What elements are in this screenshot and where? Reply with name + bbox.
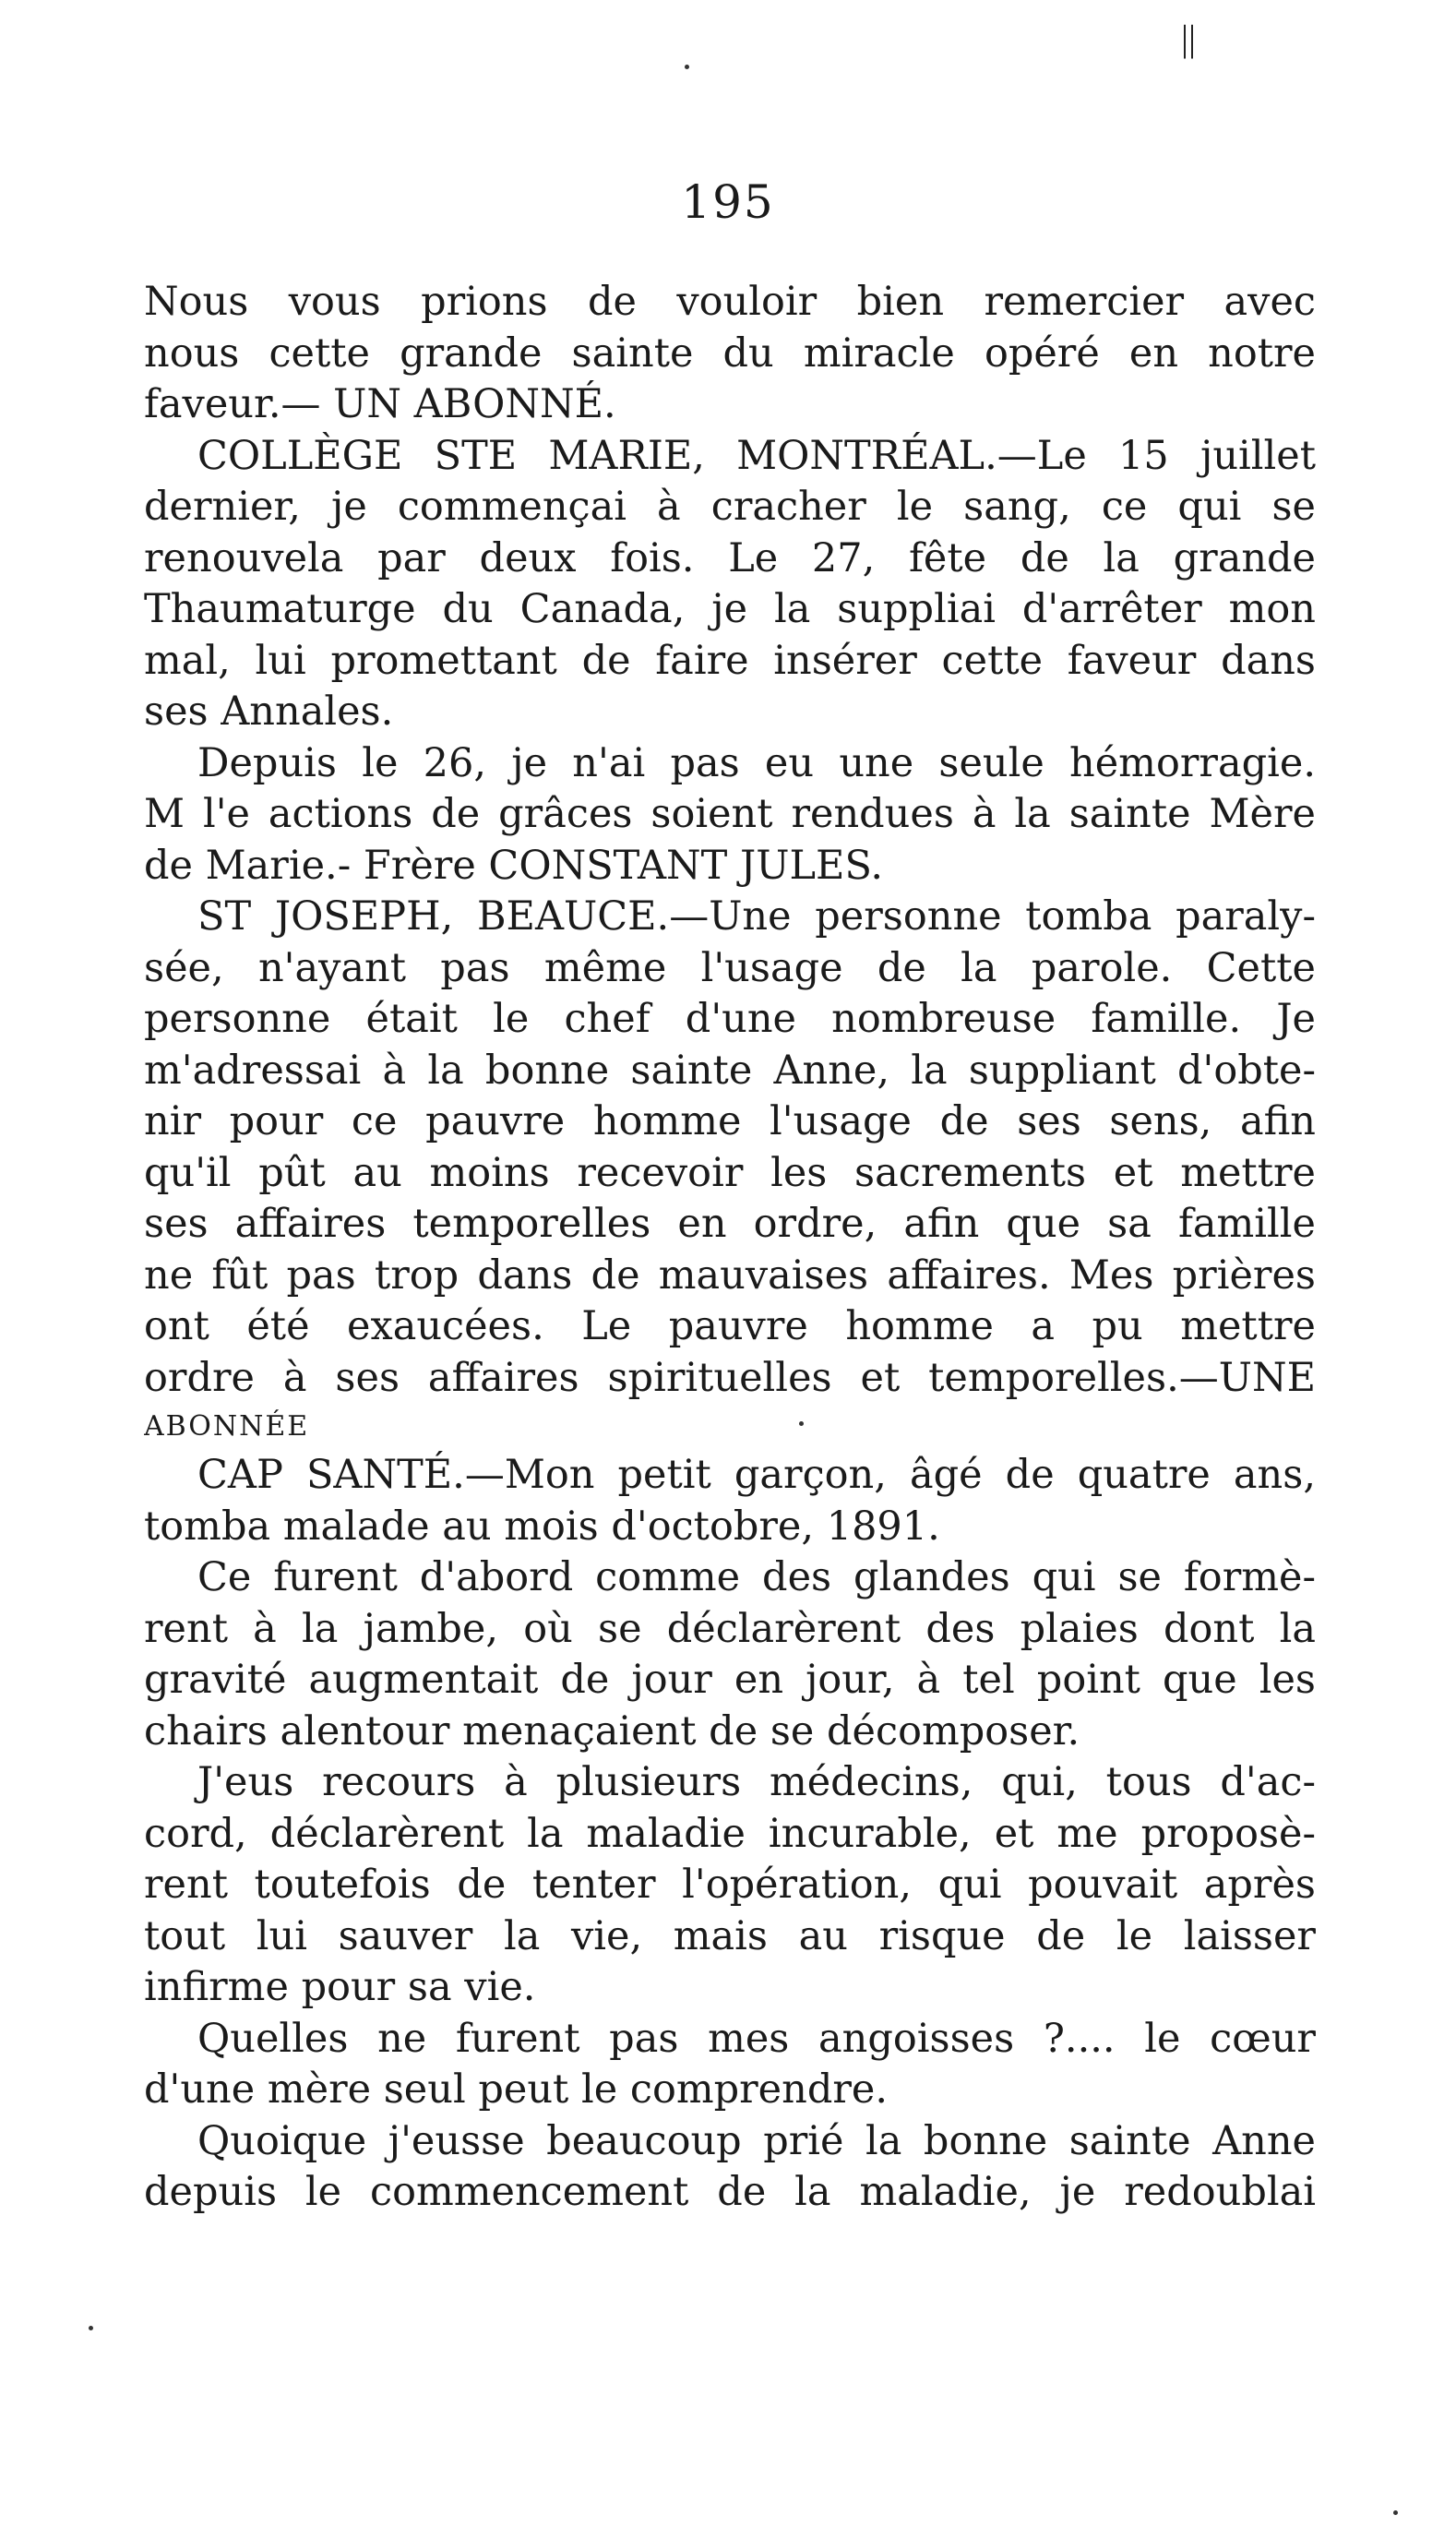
text-line: infirme pour sa vie. xyxy=(144,1964,536,2010)
text-line: rent à la jambe, où se déclarèrent des plaies dont la xyxy=(144,1605,1316,1652)
text-line: ont été exaucées. Le pauvre homme a pu mettre xyxy=(144,1303,1316,1349)
text-line: nir pour ce pauvre homme l'usage de ses sens, afin xyxy=(144,1098,1316,1144)
text-line: ne fût pas trop dans de mauvaises affaires. Mes prières xyxy=(144,1252,1316,1299)
text-line: Quelles ne furent pas mes angoisses ?.... le cœur xyxy=(197,2015,1316,2062)
text-line: tomba malade au mois d'octobre, 1891. xyxy=(144,1503,940,1550)
text-line: ordre à ses affaires spirituelles et temporelles.—UNE xyxy=(144,1354,1316,1401)
page-number: 195 xyxy=(681,175,775,229)
text-line: Thaumaturge du Canada, je la suppliai d'arrêter mon xyxy=(144,586,1316,632)
text-line: dernier, je commençai à cracher le sang, ce qui se xyxy=(144,484,1316,530)
text-line: ST JOSEPH, BEAUCE.—Une personne tomba paraly- xyxy=(197,893,1316,940)
text-line: depuis le commencement de la maladie, je redoublai xyxy=(144,2169,1316,2215)
text-line: chairs alentour menaçaient de se décomposer. xyxy=(144,1707,1080,1755)
text-line: ses affaires temporelles en ordre, afin que sa famille xyxy=(144,1201,1316,1247)
text-line: m'adressai à la bonne sainte Anne, la suppliant d'obte- xyxy=(144,1047,1316,1094)
text-line: ABONNÉE xyxy=(144,1410,310,1443)
text-line: nous cette grande sainte du miracle opéré en notre xyxy=(144,329,1316,377)
text-line: Depuis le 26, je n'ai pas eu une seule hémorragie. xyxy=(197,739,1316,786)
ink-speck xyxy=(1393,2510,1398,2515)
text-line: rent toutefois de tenter l'opération, qui pouvait après xyxy=(144,1862,1316,1908)
text-line: M l'e actions de grâces soient rendues à la sainte Mère xyxy=(144,791,1316,837)
text-line: sée, n'ayant pas même l'usage de la parole. Cette xyxy=(144,944,1316,991)
ink-speck xyxy=(685,65,689,69)
text-line: Ce furent d'abord comme des glandes qui se formè- xyxy=(197,1554,1316,1600)
text-line: d'une mère seul peut le comprendre. xyxy=(144,2066,889,2113)
text-line: de Marie.- Frère CONSTANT JULES. xyxy=(144,842,884,889)
text-line: CAP SANTÉ.—Mon petit garçon, âgé de quatre ans, xyxy=(197,1452,1316,1498)
text-line: qu'il pût au moins recevoir les sacrements et mettre xyxy=(144,1149,1316,1196)
ink-speck xyxy=(89,2326,93,2330)
text-line: gravité augmentait de jour en jour, à tel point que les xyxy=(144,1657,1316,1703)
text-line: ses Annales. xyxy=(144,689,394,735)
text-line: cord, déclarèrent la maladie incurable, et me proposè- xyxy=(144,1810,1316,1857)
text-line: mal, lui promettant de faire insérer cette faveur dans xyxy=(144,637,1316,684)
text-line: tout lui sauver la vie, mais au risque de le laisser xyxy=(144,1912,1316,1959)
text-line: Quoique j'eusse beaucoup prié la bonne sainte Anne xyxy=(197,2117,1316,2164)
text-line: faveur.— UN ABONNÉ. xyxy=(144,381,616,427)
text-line: J'eus recours à plusieurs médecins, qui, tous d'ac- xyxy=(197,1759,1316,1805)
corner-mark: || xyxy=(1181,18,1197,59)
text-line: COLLÈGE STE MARIE, MONTRÉAL.—Le 15 juillet xyxy=(197,432,1316,479)
text-line: renouvela par deux fois. Le 27, fête de la grande xyxy=(144,534,1316,581)
text-line: Nous vous prions de vouloir bien remercier avec xyxy=(144,279,1316,325)
text-line: personne était le chef d'une nombreuse famille. Je xyxy=(144,996,1316,1042)
body-text xyxy=(144,277,1316,2219)
